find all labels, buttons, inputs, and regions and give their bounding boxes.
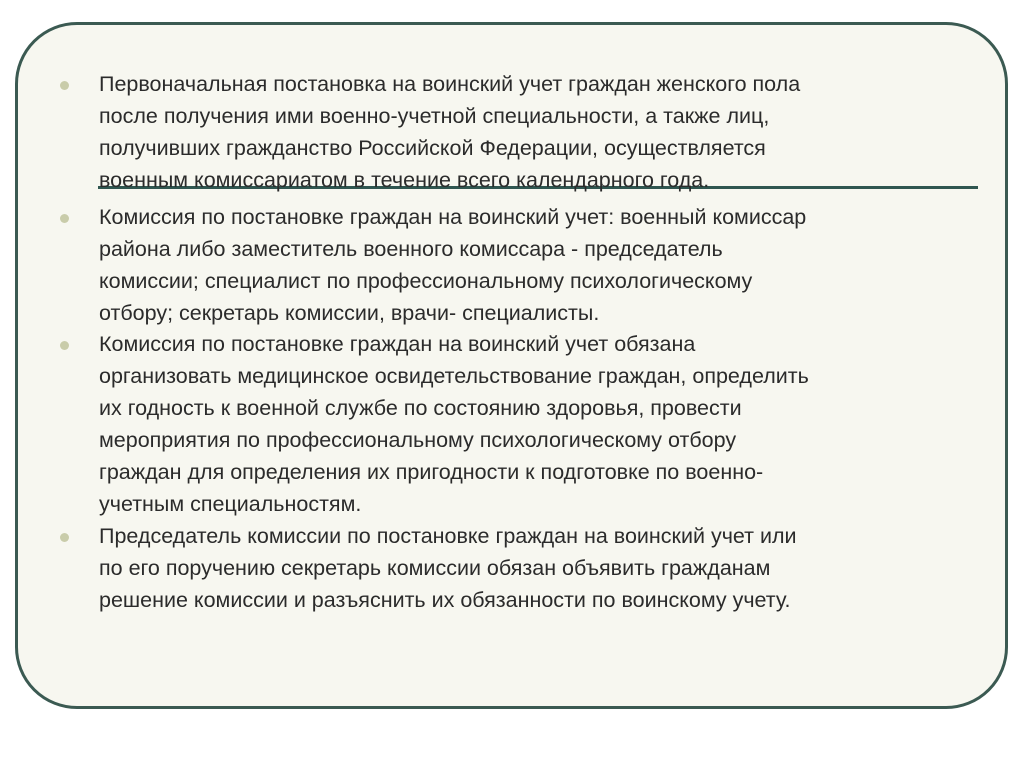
bullet-dot-icon: [60, 341, 69, 350]
bullet-text: Комиссия по постановке граждан на воинский учет: военный комиссар района либо заместитель военного комиссара - председатель комиссии; специалист по профессиональному психологическому отбору; секретарь комиссии, врачи- специалисты.: [99, 205, 807, 325]
bullet-dot-icon: [60, 81, 69, 90]
bullet-dot-icon: [60, 533, 69, 542]
bullet-text: Первоначальная постановка на воинский учет граждан женского пола после получения ими военно-учетной специальности, а также лиц, получивших гражданство Российской Федерации, осуществляется военным комиссариатом в течение всего календарного года.: [99, 72, 801, 192]
bullet-text: Комиссия по постановке граждан на воинский учет обязана организовать медицинское освидетельствование граждан, определить их годность к военной службе по состоянию здоровья, провести мероприятия по профессиональному психологическому отбору граждан для определения их пригодности к подготовке по военно- учетным специальностям.: [99, 332, 809, 516]
bullet-text: Председатель комиссии по постановке граждан на воинский учет или по его поручению секретарь комиссии обязан объявить гражданам решение комиссии и разъяснить их обязанности по воинскому учету.: [99, 524, 797, 612]
bullet-dot-icon: [60, 214, 69, 223]
